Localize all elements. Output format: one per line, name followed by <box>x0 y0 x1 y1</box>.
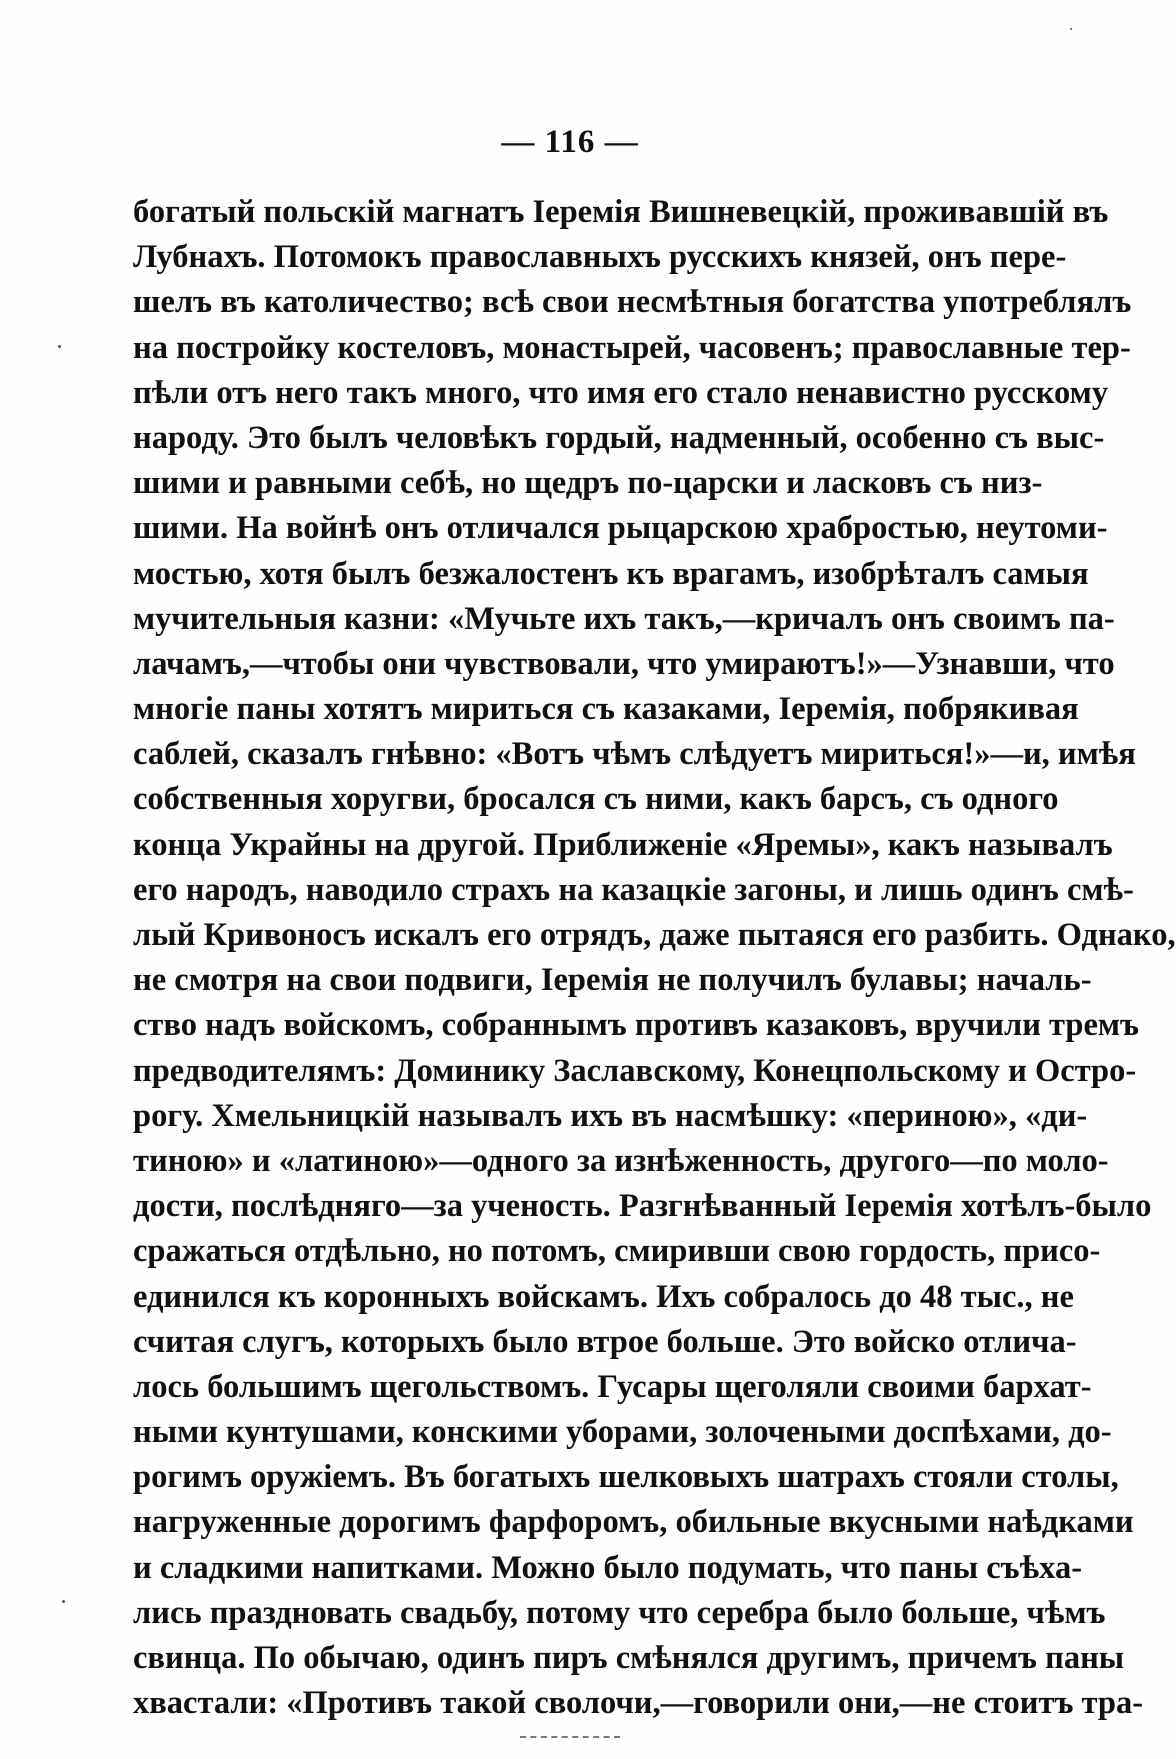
text-line: на постройку костеловъ, монастырей, часовенъ; православные тер- <box>133 329 1131 366</box>
text-line: шими. На войнѣ онъ отличался рыцарскою храбростью, неутоми- <box>133 510 1108 547</box>
text-line: предводителямъ: Доминику Заславскому, Конецпольскому и Остро- <box>133 1052 1137 1089</box>
page-number: — 116 — <box>501 124 639 160</box>
print-speck <box>62 1600 65 1603</box>
text-line: тиною» и «латиною»—одного за изнѣженность, другого—по моло- <box>133 1142 1109 1179</box>
text-line: пѣли отъ него такъ много, что имя его стало ненавистно русскому <box>133 374 1109 411</box>
text-line: народу. Это былъ человѣкъ гордый, надменный, особенно съ выс- <box>133 419 1105 456</box>
print-speck <box>1070 28 1072 30</box>
text-line: хвастали: «Противъ такой сволочи,—говорили они,—не стоитъ тра- <box>133 1685 1144 1722</box>
text-line: считая слугъ, которыхъ было втрое больше. Это войско отлича- <box>133 1323 1077 1360</box>
text-line: его народъ, наводило страхъ на казацкіе загоны, и лишь одинъ смѣ- <box>133 871 1134 908</box>
text-line: шими и равными себѣ, но щедръ по-царски и ласковъ съ низ- <box>133 465 1043 502</box>
text-line: дости, послѣдняго—за ученость. Разгнѣванный Іеремія хотѣлъ-было <box>133 1188 1152 1225</box>
text-line: лось большимъ щегольствомъ. Гусары щеголяли своими бархат- <box>133 1368 1092 1405</box>
text-line: ство надъ войскомъ, собраннымъ противъ казаковъ, вручили тремъ <box>133 1007 1139 1044</box>
text-line: мучительныя казни: «Мучьте ихъ такъ,—кричалъ онъ своимъ па- <box>133 600 1115 637</box>
print-speck <box>58 345 61 348</box>
text-line: Лубнахъ. Потомокъ православныхъ русскихъ князей, онъ пере- <box>133 239 1067 276</box>
text-line: единился къ коронныхъ войскамъ. Ихъ собралось до 48 тыс., не <box>133 1278 1074 1315</box>
text-line: богатый польскій магнатъ Іеремія Вишневецкій, проживавшій въ <box>133 194 1109 230</box>
text-line: лись праздновать свадьбу, потому что серебра было больше, чѣмъ <box>133 1594 1106 1631</box>
text-line: нагруженные дорогимъ фарфоромъ, обильные вкусными наѣдками <box>133 1504 1134 1541</box>
text-line: шелъ въ католичество; всѣ свои несмѣтныя богатства употреблялъ <box>133 284 1132 321</box>
text-line: и сладкими напитками. Можно было подумать, что паны съѣха- <box>133 1549 1083 1586</box>
text-line: многіе паны хотятъ мириться съ казаками, Іеремія, побрякивая <box>133 691 1079 728</box>
text-line: саблей, сказалъ гнѣвно: «Вотъ чѣмъ слѣдуетъ мириться!»—и, имѣя <box>133 736 1136 773</box>
text-line: рогимъ оружіемъ. Въ богатыхъ шелковыхъ шатрахъ стояли столы, <box>133 1459 1119 1496</box>
body-text <box>133 190 1176 1726</box>
print-marks <box>520 1736 620 1741</box>
text-line: конца Украйны на другой. Приближеніе «Яремы», какъ называлъ <box>133 826 1113 863</box>
text-line: сражаться отдѣльно, но потомъ, смиривши свою гордость, присо- <box>133 1233 1101 1270</box>
text-line: лый Кривоносъ искалъ его отрядъ, даже пытаяся его разбить. Однако, <box>133 917 1176 953</box>
text-line: собственныя хоругви, бросался съ ними, какъ барсъ, съ одного <box>133 781 1059 818</box>
text-line: рогу. Хмельницкій называлъ ихъ въ насмѣшку: «периною», «ди- <box>133 1097 1088 1134</box>
text-line: свинца. По обычаю, одинъ пиръ смѣнялся другимъ, причемъ паны <box>133 1640 1125 1676</box>
text-line: мостью, хотя былъ безжалостенъ къ врагамъ, изобрѣталъ самыя <box>133 555 1089 592</box>
text-line: не смотря на свои подвиги, Іеремія не получилъ булавы; началь- <box>133 962 1092 999</box>
text-line: лачамъ,—чтобы они чувствовали, что умираютъ!»—Узнавши, что <box>133 645 1115 682</box>
text-line: ными кунтушами, конскими уборами, золочеными доспѣхами, до- <box>133 1414 1112 1451</box>
